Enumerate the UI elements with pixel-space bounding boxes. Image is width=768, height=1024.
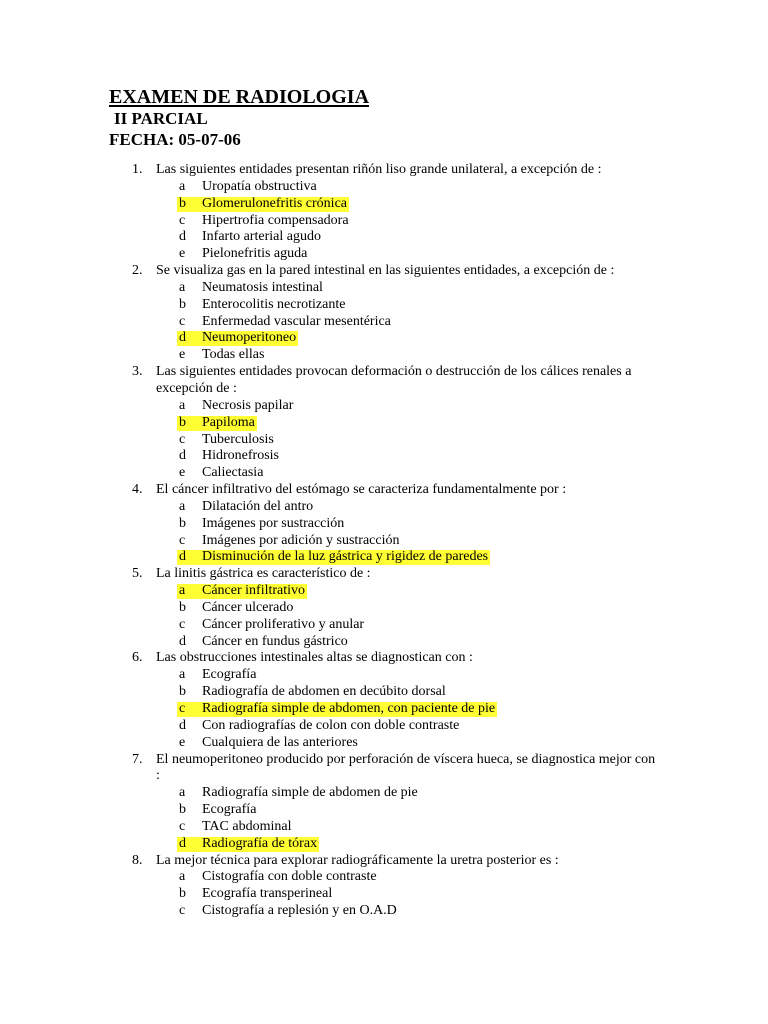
question-list bbox=[0, 162, 768, 920]
option-text: Radiografía simple de abdomen de pie bbox=[202, 785, 418, 801]
option-letter: e bbox=[179, 246, 186, 262]
answer-option bbox=[0, 448, 768, 465]
option-text: Ecografía transperineal bbox=[202, 886, 333, 902]
option-text: Con radiografías de colon con doble contraste bbox=[202, 717, 460, 733]
question-number: 7. bbox=[132, 751, 143, 767]
option-letter: d bbox=[179, 835, 186, 851]
option-letter: e bbox=[179, 465, 186, 481]
question-item bbox=[0, 566, 768, 650]
option-letter: d bbox=[179, 330, 186, 346]
option-text: Cáncer infiltrativo bbox=[202, 583, 306, 599]
option-letter: e bbox=[179, 347, 186, 363]
option-letter: a bbox=[179, 667, 186, 683]
question-number: 6. bbox=[132, 650, 143, 666]
option-text: Caliectasia bbox=[202, 465, 264, 481]
option-text: Infarto arterial agudo bbox=[202, 229, 321, 245]
question-item bbox=[0, 364, 768, 482]
option-letter: d bbox=[179, 633, 186, 649]
question-text: Las siguientes entidades provocan deformación o destrucción de los cálices renales a excepción de : bbox=[156, 364, 632, 396]
option-letter: a bbox=[179, 178, 186, 194]
option-letter: c bbox=[179, 532, 186, 548]
option-text: Neumatosis intestinal bbox=[202, 279, 323, 295]
option-list bbox=[0, 785, 768, 852]
option-letter: c bbox=[179, 431, 186, 447]
answer-option-highlighted bbox=[0, 549, 768, 566]
option-letter: a bbox=[179, 785, 186, 801]
option-letter: b bbox=[179, 195, 186, 211]
answer-option bbox=[0, 398, 768, 415]
option-letter: c bbox=[179, 616, 186, 632]
option-text: Cáncer ulcerado bbox=[202, 599, 294, 615]
option-letter: a bbox=[179, 279, 186, 295]
option-letter: b bbox=[179, 684, 186, 700]
option-list bbox=[0, 583, 768, 650]
exam-header bbox=[109, 86, 369, 150]
option-text: Pielonefritis aguda bbox=[202, 246, 308, 262]
option-list bbox=[0, 179, 768, 263]
answer-option-highlighted bbox=[0, 415, 768, 432]
option-text: Cistografía a replesión y en O.A.D bbox=[202, 903, 397, 919]
answer-option-highlighted bbox=[0, 836, 768, 853]
answer-option-highlighted bbox=[0, 330, 768, 347]
answer-option bbox=[0, 499, 768, 516]
question-number: 1. bbox=[132, 162, 143, 177]
answer-option bbox=[0, 667, 768, 684]
question-item bbox=[0, 263, 768, 364]
answer-option bbox=[0, 213, 768, 230]
answer-option bbox=[0, 600, 768, 617]
answer-option bbox=[0, 819, 768, 836]
option-letter: d bbox=[179, 448, 186, 464]
answer-option bbox=[0, 347, 768, 364]
question-number: 4. bbox=[132, 482, 143, 498]
question-number: 5. bbox=[132, 566, 143, 582]
option-letter: b bbox=[179, 515, 186, 531]
option-list bbox=[0, 280, 768, 364]
answer-option bbox=[0, 179, 768, 196]
option-letter: b bbox=[179, 414, 186, 430]
answer-option bbox=[0, 516, 768, 533]
option-letter: a bbox=[179, 397, 186, 413]
option-text: Enterocolitis necrotizante bbox=[202, 296, 346, 312]
question-text: Las obstrucciones intestinales altas se diagnostican con : bbox=[156, 650, 473, 666]
option-text: TAC abdominal bbox=[202, 818, 292, 834]
question-item bbox=[0, 482, 768, 566]
option-letter: d bbox=[179, 229, 186, 245]
exam-date: FECHA: 05-07-06 bbox=[109, 130, 241, 149]
answer-option bbox=[0, 802, 768, 819]
answer-option bbox=[0, 903, 768, 920]
question-item bbox=[0, 752, 768, 853]
answer-option-highlighted bbox=[0, 583, 768, 600]
question-text: El neumoperitoneo producido por perforación de víscera hueca, se diagnostica mejor con : bbox=[156, 751, 656, 784]
answer-option bbox=[0, 886, 768, 903]
option-text: Imágenes por adición y sustracción bbox=[202, 532, 400, 548]
answer-option bbox=[0, 718, 768, 735]
answer-option bbox=[0, 634, 768, 651]
answer-option bbox=[0, 432, 768, 449]
question-number: 3. bbox=[132, 364, 143, 380]
option-letter: d bbox=[179, 717, 186, 733]
question-text: Se visualiza gas en la pared intestinal en las siguientes entidades, a excepción de : bbox=[156, 263, 615, 279]
option-text: Papiloma bbox=[202, 414, 255, 430]
option-text: Cualquiera de las anteriores bbox=[202, 734, 358, 750]
option-letter: c bbox=[179, 701, 186, 716]
question-text: El cáncer infiltrativo del estómago se caracteriza fundamentalmente por : bbox=[156, 482, 567, 498]
option-text: Neumoperitoneo bbox=[202, 330, 297, 346]
answer-option-highlighted bbox=[0, 701, 768, 718]
answer-option bbox=[0, 465, 768, 482]
answer-option bbox=[0, 314, 768, 331]
question-item bbox=[0, 650, 768, 751]
answer-option bbox=[0, 246, 768, 263]
question-text: La mejor técnica para explorar radiográficamente la uretra posterior es : bbox=[156, 852, 559, 868]
option-text: Necrosis papilar bbox=[202, 397, 294, 413]
option-text: Ecografía bbox=[202, 667, 257, 683]
option-letter: b bbox=[179, 599, 186, 615]
option-text: Uropatía obstructiva bbox=[202, 178, 317, 194]
option-letter: a bbox=[179, 583, 186, 599]
option-text: Glomerulonefritis crónica bbox=[202, 195, 348, 211]
question-item bbox=[0, 162, 768, 263]
answer-option bbox=[0, 617, 768, 634]
option-text: Radiografía simple de abdomen, con paciente de pie bbox=[202, 701, 496, 716]
option-letter: a bbox=[179, 498, 186, 514]
question-number: 2. bbox=[132, 263, 143, 279]
question-text: Las siguientes entidades presentan riñón liso grande unilateral, a excepción de : bbox=[156, 162, 602, 177]
option-text: Cáncer proliferativo y anular bbox=[202, 616, 365, 632]
option-letter: c bbox=[179, 212, 186, 228]
option-text: Todas ellas bbox=[202, 347, 265, 363]
exam-title: EXAMEN DE RADIOLOGIA bbox=[109, 86, 370, 108]
option-text: Enfermedad vascular mesentérica bbox=[202, 313, 391, 329]
answer-option bbox=[0, 280, 768, 297]
option-letter: e bbox=[179, 734, 186, 750]
option-text: Dilatación del antro bbox=[202, 498, 314, 514]
option-letter: d bbox=[179, 549, 186, 565]
option-letter: a bbox=[179, 869, 186, 885]
option-list bbox=[0, 869, 768, 920]
option-text: Hidronefrosis bbox=[202, 448, 279, 464]
option-text: Ecografía bbox=[202, 802, 257, 818]
option-letter: c bbox=[179, 313, 186, 329]
question-number: 8. bbox=[132, 852, 143, 868]
option-text: Tuberculosis bbox=[202, 431, 274, 447]
option-list bbox=[0, 667, 768, 751]
option-text: Imágenes por sustracción bbox=[202, 515, 345, 531]
question-text: La linitis gástrica es característico de : bbox=[156, 566, 371, 582]
answer-option bbox=[0, 297, 768, 314]
option-text: Disminución de la luz gástrica y rigidez de paredes bbox=[202, 549, 489, 565]
option-letter: b bbox=[179, 886, 186, 902]
answer-option bbox=[0, 533, 768, 550]
option-text: Radiografía de abdomen en decúbito dorsal bbox=[202, 684, 446, 700]
option-list bbox=[0, 499, 768, 566]
option-list bbox=[0, 398, 768, 482]
option-letter: c bbox=[179, 903, 186, 919]
answer-option bbox=[0, 229, 768, 246]
answer-option bbox=[0, 684, 768, 701]
answer-option bbox=[0, 869, 768, 886]
option-text: Radiografía de tórax bbox=[202, 835, 318, 851]
exam-subtitle: II PARCIAL bbox=[114, 109, 208, 128]
question-item bbox=[0, 853, 768, 920]
option-letter: b bbox=[179, 802, 186, 818]
option-letter: c bbox=[179, 818, 186, 834]
answer-option-highlighted bbox=[0, 196, 768, 213]
option-letter: b bbox=[179, 296, 186, 312]
option-text: Hipertrofia compensadora bbox=[202, 212, 349, 228]
option-text: Cáncer en fundus gástrico bbox=[202, 633, 348, 649]
answer-option bbox=[0, 735, 768, 752]
option-text: Cistografía con doble contraste bbox=[202, 869, 377, 885]
answer-option bbox=[0, 785, 768, 802]
